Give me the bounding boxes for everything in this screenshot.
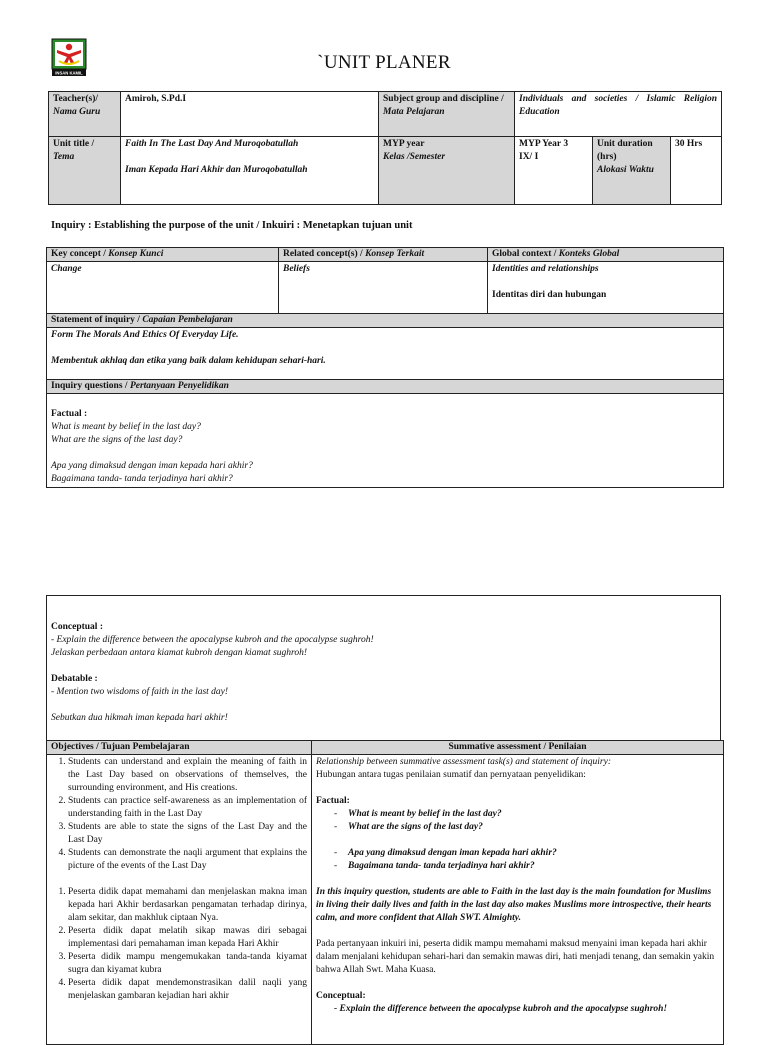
inquiry-heading: Inquiry : Establishing the purpose of the unit / Inkuiri : Menetapkan tujuan unit [51, 220, 413, 231]
summative-factual-item: - What is meant by belief in the last day? [334, 808, 719, 821]
duration-value: 30 Hrs [671, 137, 722, 205]
unit-value-id: Iman Kepada Hari Akhir dan Muroqobatullah [125, 165, 308, 175]
objective-item: 1. Students can understand and explain the meaning of faith in the Last Day based on observations of themselves, the surrounding environment, and His creations. [68, 756, 307, 795]
factual-question: What is meant by belief in the last day? [51, 422, 201, 432]
related-concept-header: Related concept(s) / Konsep Terkait [279, 248, 488, 262]
summative-factual-item: - What are the signs of the last day? [334, 821, 719, 834]
unit-value-cell [121, 137, 379, 205]
summative-factual-item: - Bagaimana tanda- tanda terjadinya hari akhir? [334, 860, 719, 873]
conceptual-question: Jelaskan perbedaan antara kiamat kubroh dengan kiamat sughroh! [51, 648, 308, 658]
summative-paragraph-en: In this inquiry question, students are able to Faith in the last day is the main foundation for Muslims in living their daily lives and faith in the last day also makes Muslims more introspective, their hearts calm, and more confident that Allah SWT. Almighty. [316, 887, 712, 923]
teacher-label-cell [49, 92, 121, 137]
duration-label-id: Alokasi Waktu [597, 165, 654, 175]
statement-header: Statement of inquiry / Capaian Pembelajaran [47, 314, 724, 328]
summative-factual-list [316, 808, 719, 834]
unit-label-cell [49, 137, 121, 205]
concepts-table [46, 247, 724, 488]
teacher-label-id: Nama Guru [53, 107, 101, 117]
debatable-question: Sebutkan dua hikmah iman kepada hari akhir! [51, 713, 228, 723]
objectives-list-id [51, 886, 307, 1003]
subject-label-cell [379, 92, 515, 137]
myp-label-id: Kelas /Semester [383, 152, 446, 162]
objectives-assessment-table [46, 740, 724, 1045]
key-concept-value: Change [47, 262, 279, 314]
global-context-header: Global context / Konteks Global [488, 248, 724, 262]
objective-item: 2. Students can practice self-awareness as an implementation of understanding faith in the Last Day [68, 795, 307, 821]
myp-value-class: IX/ I [519, 152, 539, 162]
duration-label-cell [593, 137, 671, 205]
summative-factual-item: - Apa yang dimaksud dengan iman kepada hari akhir? [334, 847, 719, 860]
teacher-value: Amiroh, S.Pd.I [121, 92, 379, 137]
teacher-label: Teacher(s)/ [53, 94, 99, 104]
myp-value-year: MYP Year 3 [519, 139, 569, 149]
myp-label: MYP year [383, 139, 425, 149]
conceptual-debatable-box: Conceptual : - Explain the difference between the apocalypse kubroh and the apocalypse sughroh! Jelaskan perbedaan antara kiamat kubroh dengan kiamat sughroh! Debatable : - Mention two wisdoms of faith in the last day! Sebutkan dua hikmah iman kepada hari akhir! [46, 595, 721, 740]
myp-value-cell [515, 137, 593, 205]
objectives-header: Objectives / Tujuan Pembelajaran [47, 741, 312, 755]
objective-item: 3. Students are able to state the signs of the Last Day and the Last Day [68, 821, 307, 847]
debatable-question: - Mention two wisdoms of faith in the last day! [51, 687, 229, 697]
objective-item: 4. Peserta didik dapat mendemonstrasikan dalil naqli yang menjelaskan gambaran kejadian hari akhir [68, 977, 307, 1003]
objective-item: 3. Peserta didik mampu mengemukakan tanda-tanda kiyamat sugra dan kiyamat kubra [68, 951, 307, 977]
factual-questions: Factual : What is meant by belief in the last day? What are the signs of the last day? Apa yang dimaksud dengan iman kepada hari akhir? Bagaimana tanda- tanda terjadinya hari akhir? [47, 394, 724, 488]
subject-value: Individuals and societies / Islamic Religion Education [515, 92, 722, 137]
global-context-value: Identities and relationships Identitas diri dan hubungan [488, 262, 724, 314]
inquiry-questions-header: Inquiry questions / Pertanyaan Penyelidikan [47, 380, 724, 394]
factual-question: What are the signs of the last day? [51, 435, 183, 445]
objectives-cell [47, 755, 312, 1045]
objective-item: 2. Peserta didik dapat melatih sikap mawas diri sebagai implementasi dari pemahaman iman kepada Hari Akhir [68, 925, 307, 951]
subject-label: Subject group and discipline / [383, 94, 504, 104]
factual-question: Bagaimana tanda- tanda terjadinya hari akhir? [51, 474, 233, 484]
conceptual-question: - Explain the difference between the apocalypse kubroh and the apocalypse sughroh! [51, 635, 374, 645]
logo-text: INSAN KAMIL [55, 70, 83, 76]
summative-factual-list-id [316, 847, 719, 873]
duration-label: Unit duration (hrs) [597, 139, 653, 162]
factual-question: Apa yang dimaksud dengan iman kepada hari akhir? [51, 461, 253, 471]
unit-value-en: Faith In The Last Day And Muroqobatullah [125, 139, 299, 149]
summative-header: Summative assessment / Penilaian [312, 741, 724, 755]
summative-conceptual-item: - Explain the difference between the apocalypse kubroh and the apocalypse sughroh! [334, 1004, 668, 1014]
subject-label-id: Mata Pelajaran [383, 107, 445, 117]
key-concept-header: Key concept / Konsep Kunci [47, 248, 279, 262]
related-concept-value: Beliefs [279, 262, 488, 314]
objective-item: 1. Peserta didik dapat memahami dan menjelaskan makna iman kepada hari Akhir berdasarkan pengamatan terhadap dirinya, alam sekitar, dan makhluk ciptaan Nya. [68, 886, 307, 925]
objective-item: 4. Students can demonstrate the naqli argument that explains the picture of the events of the Last Day [68, 847, 307, 873]
statement-value: Form The Morals And Ethics Of Everyday Life. Membentuk akhlaq dan etika yang baik dalam kehidupan sehari-hari. [47, 328, 724, 380]
header-table [48, 91, 722, 205]
objectives-list-en [51, 756, 307, 873]
page-title: `UNIT PLANER [317, 52, 451, 73]
unit-label-id: Tema [53, 152, 75, 162]
summative-cell: Relationship between summative assessment task(s) and statement of inquiry: Hubungan antara tugas penilaian sumatif dan pernyataan penyelidikan: Factual: - What is meant by belief in the last day? - What are the signs of the last day? - Apa yang dimaksud dengan iman kepada hari akhir? - Bagaimana tanda- tanda terjadinya hari akhir? In this inquiry question, students are able to Faith in the last day is the main foundation for Muslims in living their daily lives and faith in the last day also makes Muslims more introspective, their hearts calm, and more confident that Allah SWT. Almighty. Pada pertanyaan inkuiri ini, peserta didik mampu memahami maksud menyaini iman kepada hari akhir dalam menjalani kehidupan sehari-hari dan semakin mawas diri, hati menjadi tenang, dan semakin yakin bahwa Allah Swt. Maha Kuasa. Conceptual: - Explain the difference between the apocalypse kubroh and the apocalypse sughroh! [312, 755, 724, 1045]
myp-label-cell [379, 137, 515, 205]
unit-label: Unit title / [53, 139, 95, 149]
summative-paragraph-id: Pada pertanyaan inkuiri ini, peserta didik mampu memahami maksud menyaini iman kepada hari akhir dalam menjalani kehidupan sehari-hari dan semakin mawas diri, hati menjadi tenang, dan semakin yakin bahwa Allah Swt. Maha Kuasa. [316, 939, 715, 975]
